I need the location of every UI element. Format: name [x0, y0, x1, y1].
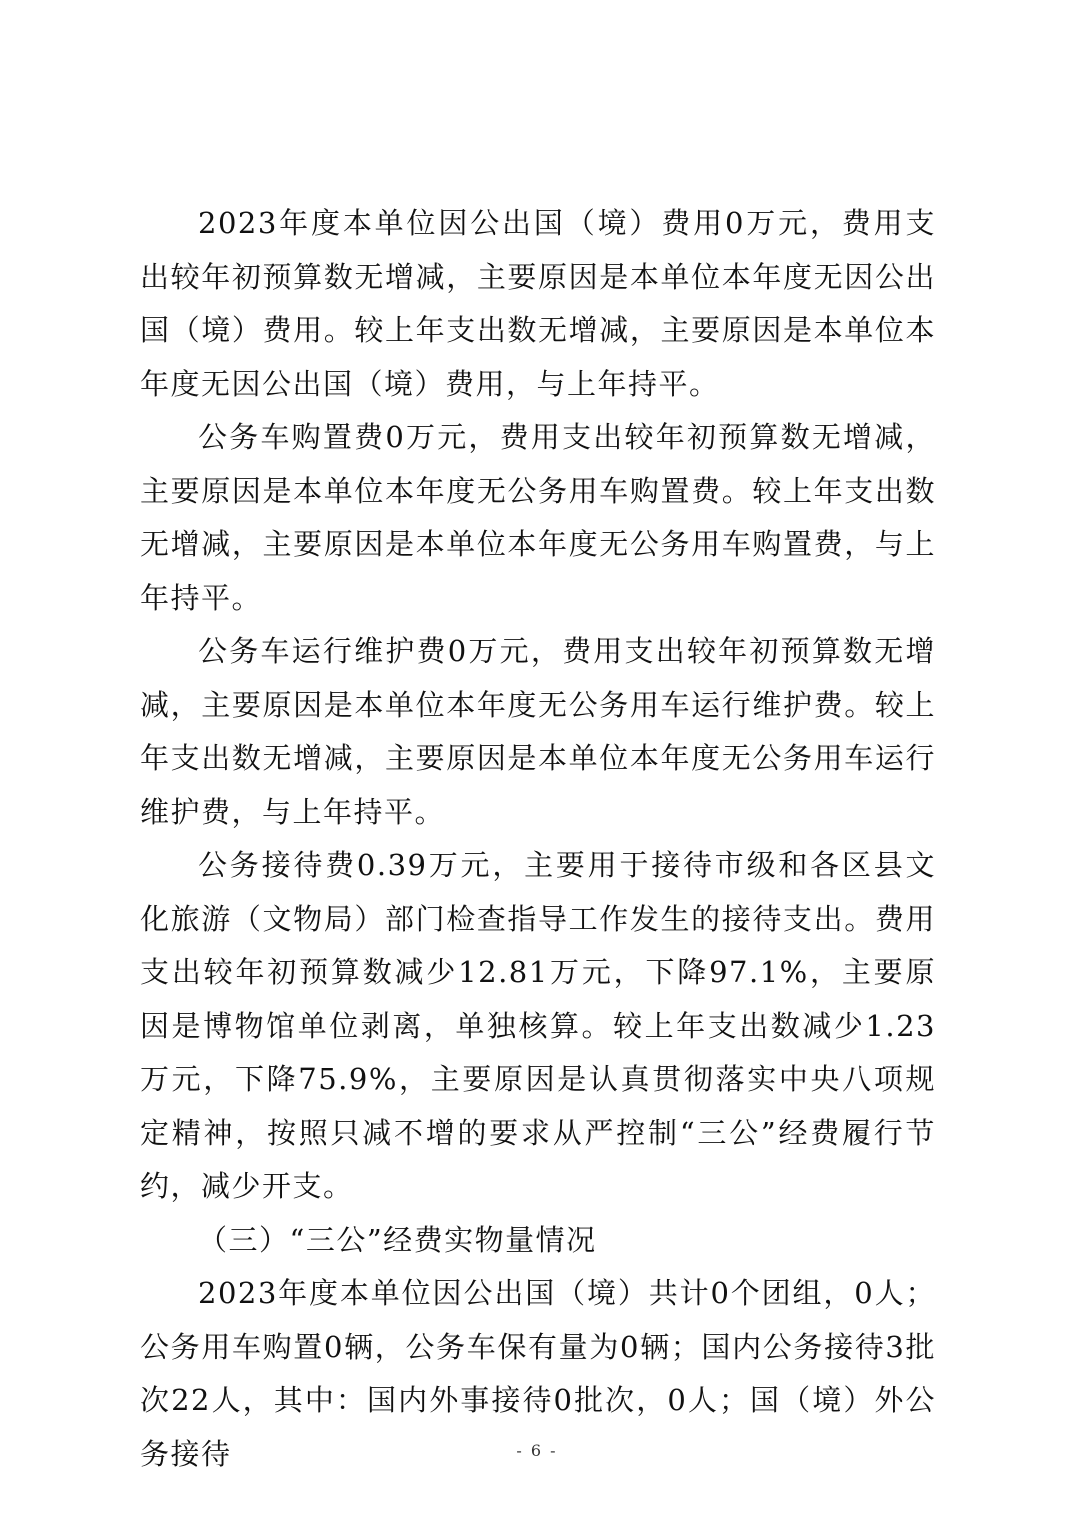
paragraph-official-reception: 公务接待费0.39万元，主要用于接待市级和各区县文化旅游（文物局）部门检查指导工作发生的接待支出。费用支出较年初预算数减少12.81万元，下降97.1%，主要原因是博物馆单位剥离，单独核算。较上年支出数减少1.23万元，下降75.9%，主要原因是认真贯彻落实中央八项规定精神，按照只减不增的要求从严控制“三公”经费履行节约，减少开支。 — [140, 848, 936, 1203]
document-body — [140, 197, 936, 1481]
paragraph-vehicle-maintenance: 公务车运行维护费0万元，费用支出较年初预算数无增减，主要原因是本单位本年度无公务用车运行维护费。较上年支出数无增减，主要原因是本单位本年度无公务用车运行维护费，与上年持平。 — [140, 634, 936, 829]
paragraph-vehicle-purchase: 公务车购置费0万元，费用支出较年初预算数无增减，主要原因是本单位本年度无公务用车购置费。较上年支出数无增减，主要原因是本单位本年度无公务用车购置费，与上年持平。 — [140, 420, 936, 615]
paragraph-physical-quantity: 2023年度本单位因公出国（境）共计0个团组，0人；公务用车购置0辆，公务车保有量为0辆；国内公务接待3批次22人，其中：国内外事接待0批次，0人；国（境）外公务接待 — [140, 1276, 936, 1471]
paragraph-overseas-travel: 2023年度本单位因公出国（境）费用0万元，费用支出较年初预算数无增减，主要原因是本单位本年度无因公出国（境）费用。较上年支出数无增减，主要原因是本单位本年度无因公出国（境）费用，与上年持平。 — [140, 206, 936, 401]
section-heading: （三）“三公”经费实物量情况 — [198, 1222, 597, 1257]
page-number: - 6 - — [516, 1441, 558, 1460]
